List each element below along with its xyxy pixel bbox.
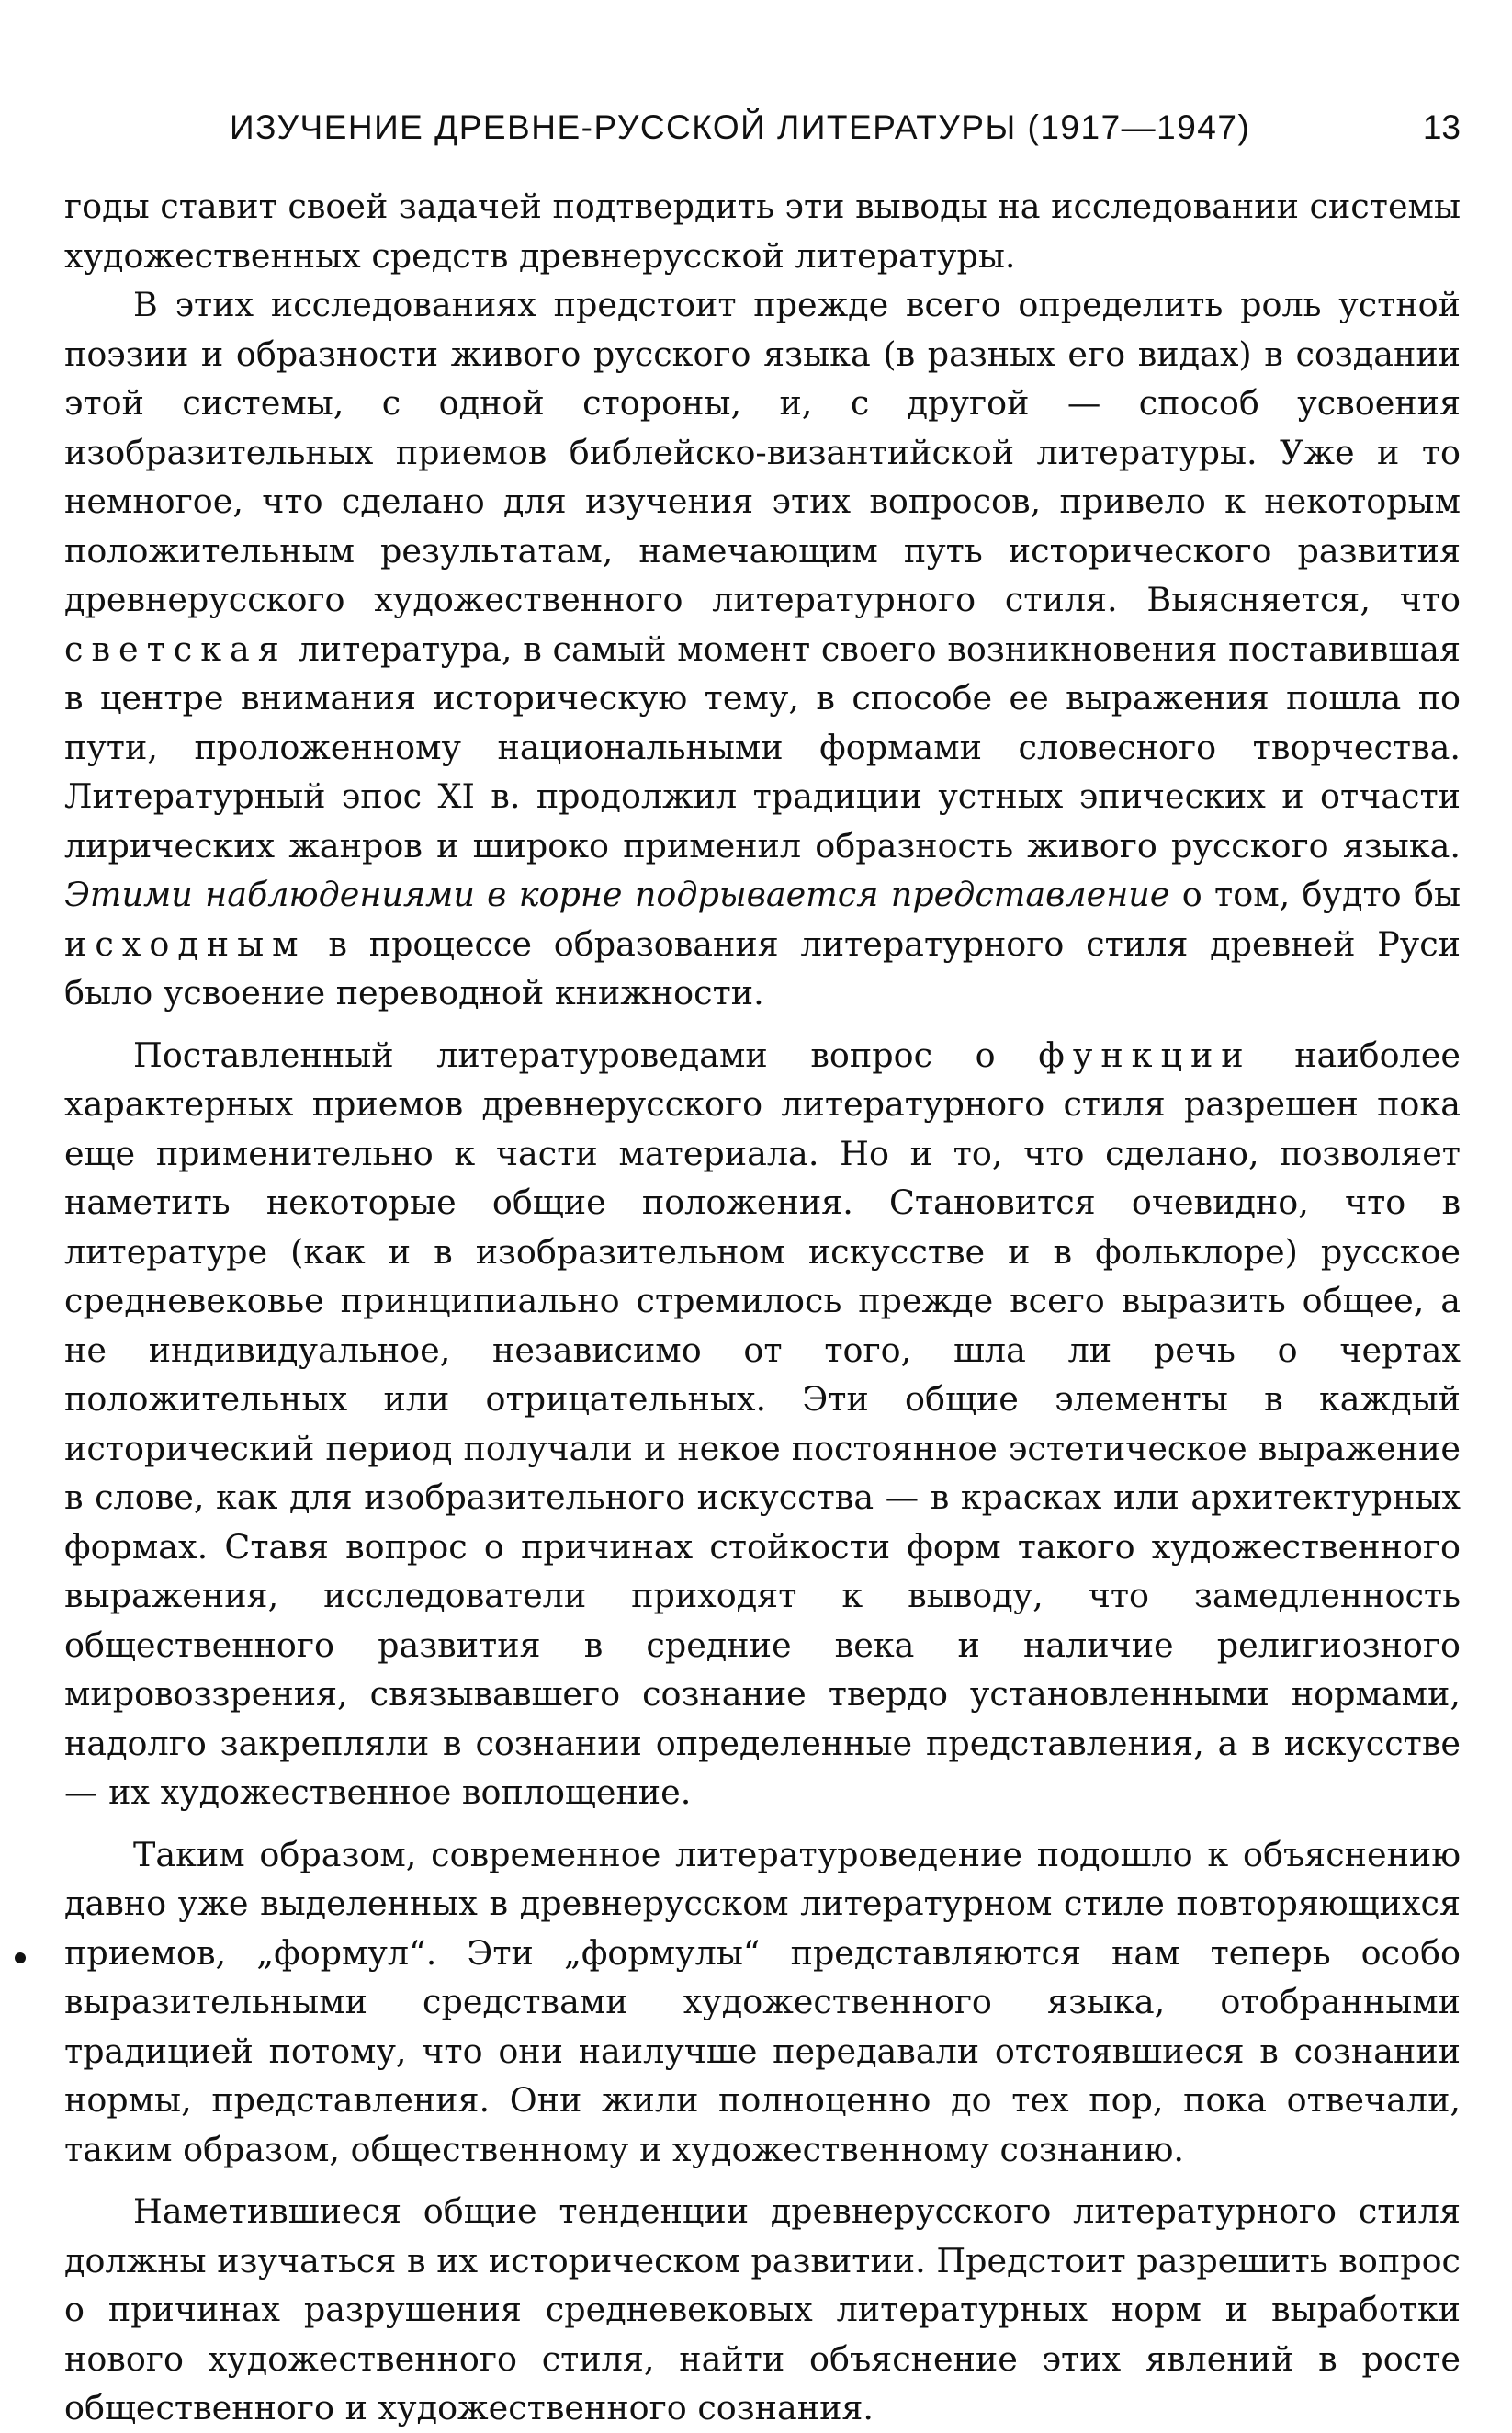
paragraph-2 <box>64 280 1461 1018</box>
emphasis-spaced-svetskaya: светская <box>64 628 288 669</box>
paragraph-3-part-b: наиболее характерных приемов древнерусского литературного стиля разрешен пока еще применительно к части материала. Но и то, что сделано, позволяет наметить некоторые общие положения. Становится очевидно, что в литературе (как и в изобразительном искусстве и в фольклоре) русское средневековье принципиально стремилось прежде всего выразить общее, а не индивидуальное, независимо от того, шла ли речь о чертах положительных или отрицательных. Эти общие элементы в каждый исторический период получали и некое постоянное эстетическое выражение в слове, как для изобразительного искусства — в красках или архитектурных формах. Ставя вопрос о причинах стойкости форм такого художественного выражения, исследователи приходят к выводу, что замедленность общественного развития в средние века и наличие религиозного мировоззрения, связывавшего сознание твердо установленными нормами, надолго закрепляли в сознании определенные представления, а в искусстве — их художественное воплощение. <box>64 1035 1461 1812</box>
paragraph-2-part-a: В этих исследованиях предстоит прежде всего определить роль устной поэзии и образности живого русского языка (в разных его видах) в создании этой системы, с одной стороны, и, с другой — способ усвоения изобразительных приемов библейско-византийской литературы. Уже и то немногое, что сделано для изучения этих вопросов, привело к некоторым положительным результатам, намечающим путь исторического развития древнерусского художественного литературного стиля. Выясняется, что <box>64 285 1461 619</box>
paragraph-3-part-a: Поставленный литературоведами вопрос о <box>133 1035 996 1075</box>
paragraph-2-part-c: о том, будто бы <box>1181 875 1461 914</box>
paragraph-3 <box>64 1031 1461 1817</box>
running-title: ИЗУЧЕНИЕ ДРЕВНЕ-РУССКОЙ ЛИТЕРАТУРЫ (1917—1947) <box>230 108 1251 146</box>
emphasis-spaced-funktsii: функции <box>1038 1035 1252 1075</box>
emphasis-spaced-iskhodnym: исходным <box>64 923 307 964</box>
italic-emphasis: Этими наблюдениями в корне подрывается представление <box>64 875 1170 914</box>
paragraph-5: Наметившиеся общие тенденции древнерусского литературного стиля должны изучаться в их историческом развитии. Предстоит разрешить вопрос о причинах разрушения средневековых литературных норм и выработки нового художественного стиля, найти объяснение этих явлений в росте общественного и художественного сознания. <box>64 2191 1461 2427</box>
page-header <box>64 99 1461 182</box>
margin-dot-mark <box>15 1952 26 1963</box>
page-number: 13 <box>1422 108 1461 146</box>
body-text <box>64 182 1461 2433</box>
paragraph-4: Таким образом, современное литературоведение подошло к объяснению давно уже выделенных в древнерусском литературном стиле повторяющихся приемов, „формул“. Эти „формулы“ представляются нам теперь особо выразительными средствами художественного языка, отобранными традицией потому, что они наилучше передавали отстоявшиеся в сознании нормы, представления. Они жили полноценно до тех пор, пока отвечали, таким образом, общественному и художественному сознанию. <box>64 1834 1461 2169</box>
paragraph-1: годы ставит своей задачей подтвердить эти выводы на исследовании системы художественных средств древнерусской литературы. <box>64 187 1461 276</box>
paragraph-2-part-b: литература, в самый момент своего возникновения поставившая в центре внимания историческую тему, в способе ее выражения пошла по пути, проложенному национальными формами словесного творчества. Литературный эпос XI в. продолжил традиции устных эпических и отчасти лирических жанров и широко применил образность живого русского языка. <box>64 628 1461 866</box>
book-page <box>64 99 1461 2433</box>
paragraph-2-part-d: в процессе образования литературного стиля древней Руси было усвоение переводной книжности. <box>64 923 1461 1013</box>
